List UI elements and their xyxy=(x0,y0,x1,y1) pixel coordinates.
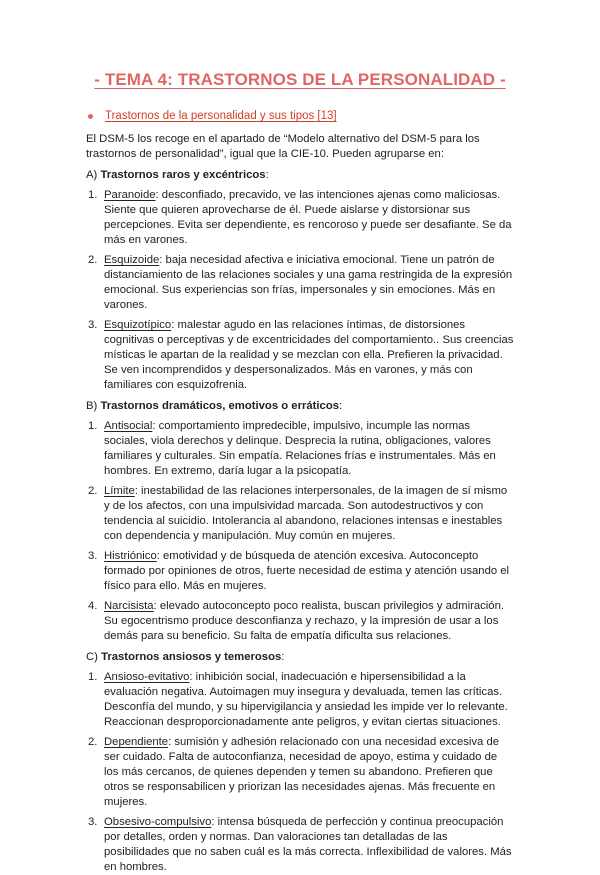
item-number: 1. xyxy=(88,420,98,432)
disorder-term: Límite xyxy=(104,485,135,497)
item-text xyxy=(104,419,514,479)
group-title xyxy=(86,399,514,414)
list-item xyxy=(86,188,514,248)
item-text xyxy=(104,670,514,730)
group-title xyxy=(86,650,514,665)
list-item xyxy=(86,484,514,544)
disorder-description: : baja necesidad afectiva e iniciativa emocional. Tiene un patrón de distanciamiento de las relaciones sociales y una gama restringida de la expresión emocional. Sus experiencias son frías, impersonales y sin emociones. Más en varones. xyxy=(104,254,513,311)
disorder-description: : malestar agudo en las relaciones íntimas, de distorsiones cognitivas o perceptivas y de excentricidades del comportamiento.. Sus creencias místicas le apartan de la realidad y se mezclan con ella. Prefieren la privacidad. Se ven incomprendidos y despersonalizados. Más en varones, y más con familiares con esquizofrenia. xyxy=(104,319,514,391)
list-item xyxy=(86,735,514,810)
disorder-description: : desconfiado, precavido, ve las intenciones ajenas como maliciosas. Siente que quieren aprovecharse de él. Puede aislarse y distorsionar sus percepciones. Evita ser dependiente, es rencoroso y puede ser desafiante. Se da más en varones. xyxy=(104,189,512,246)
item-number: 4. xyxy=(88,600,98,612)
disorder-term: Esquizoide xyxy=(104,254,160,266)
item-text xyxy=(104,318,514,393)
group-letter: C) xyxy=(86,651,98,663)
disorder-description: : comportamiento impredecible, impulsivo, incumple las normas sociales, viola derechos y delinque. Desprecia la rutina, obligaciones, valores familiares y culturales. Sin empatía. Relaciones frías e instrumentales. Más en hombres. En extremo, daría lugar a la psicopatía. xyxy=(104,420,496,477)
disorder-term: Histriónico xyxy=(104,550,157,562)
list-item xyxy=(86,419,514,479)
disorder-term: Narcisista xyxy=(104,600,154,612)
group-title-suffix: : xyxy=(265,169,269,181)
group-letter: A) xyxy=(86,169,98,181)
group-list xyxy=(86,188,514,393)
group-title-suffix: : xyxy=(339,400,343,412)
group-list xyxy=(86,419,514,644)
item-number: 3. xyxy=(88,816,98,828)
item-text xyxy=(104,815,514,875)
item-number: 1. xyxy=(88,671,98,683)
list-item xyxy=(86,253,514,313)
item-text xyxy=(104,188,514,248)
disorder-description: : emotividad y de búsqueda de atención excesiva. Autoconcepto formado por opiniones de otros, fuerte necesidad de estima y atención usando el físico para ello. Más en mujeres. xyxy=(104,550,510,592)
group-title xyxy=(86,168,514,183)
item-number: 1. xyxy=(88,189,98,201)
list-item xyxy=(86,318,514,393)
disorder-description: : intensa búsqueda de perfección y continua preocupación por detalles, orden y normas. Dan valoraciones tan detalladas de las posibilidades que no saben cuál es la más correcta. Inflexibilidad de valores. Más en hombres. xyxy=(104,816,512,873)
item-number: 2. xyxy=(88,485,98,497)
item-text xyxy=(104,735,514,810)
item-number: 3. xyxy=(88,319,98,331)
item-number: 2. xyxy=(88,254,98,266)
disorder-term: Esquizotípico xyxy=(104,319,172,331)
disorder-description: : sumisión y adhesión relacionado con una necesidad excesiva de ser cuidado. Falta de autoconfianza, necesidad de apoyo, estima y cuidado de los más cercanos, de quienes dependen y temen su abandono. Prefieren que otros se responsabilicen y priorizan las necesidades ajenas. Más frecuente en mujeres. xyxy=(104,736,500,808)
section-heading-text: Trastornos de la personalidad y sus tipos [13] xyxy=(105,110,337,122)
group-title-suffix: : xyxy=(281,651,285,663)
list-item xyxy=(86,815,514,875)
item-text xyxy=(104,484,514,544)
disorder-term: Paranoide xyxy=(104,189,156,201)
item-number: 3. xyxy=(88,550,98,562)
item-text xyxy=(104,599,514,644)
disorder-term: Dependiente xyxy=(104,736,169,748)
list-item xyxy=(86,599,514,644)
disorder-term: Ansioso-evitativo xyxy=(104,671,190,683)
group-letter: B) xyxy=(86,400,98,412)
disorder-term: Obsesivo-compulsivo xyxy=(104,816,212,828)
group-title-text: Trastornos ansiosos y temerosos xyxy=(101,651,282,663)
section-heading xyxy=(88,110,514,122)
group-list xyxy=(86,670,514,875)
list-item xyxy=(86,549,514,594)
disorder-term: Antisocial xyxy=(104,420,153,432)
intro-paragraph: El DSM-5 los recoge en el apartado de “Modelo alternativo del DSM-5 para los trastornos de personalidad”, igual que la CIE-10. Pueden agruparse en: xyxy=(86,133,480,160)
item-text xyxy=(104,549,514,594)
list-item xyxy=(86,670,514,730)
disorder-description: : elevado autoconcepto poco realista, buscan privilegios y admiración. Su egocentrismo produce desconfianza y rechazo, y la impresión de usar a los demás para su beneficio. Su falta de empatía dificulta sus relaciones. xyxy=(104,600,505,642)
item-text xyxy=(104,253,514,313)
disorder-groups xyxy=(86,168,514,875)
group-title-text: Trastornos raros y excéntricos xyxy=(100,169,266,181)
item-number: 2. xyxy=(88,736,98,748)
bullet-icon xyxy=(88,114,93,119)
page-title: - TEMA 4: TRASTORNOS DE LA PERSONALIDAD - xyxy=(94,70,506,89)
disorder-description: : inestabilidad de las relaciones interpersonales, de la imagen de sí mismo y de los afectos, con una impulsividad marcada. Son autodestructivos y con tendencia al suicidio. Intolerancia al abandono, relaciones intensas e inestables con dependencia y manipulación. Muy común en mujeres. xyxy=(104,485,508,542)
disorder-description: : inhibición social, inadecuación e hipersensibilidad a la evaluación negativa. Autoimagen muy insegura y devaluada, temen las críticas. Desconfía del mundo, y su hipervigilancia y ansiedad les impide ver lo relevante. Reaccionan desproporcionadamente ante peligros, y evitan ciertas situaciones. xyxy=(104,671,508,728)
group-title-text: Trastornos dramáticos, emotivos o erráticos xyxy=(100,400,340,412)
